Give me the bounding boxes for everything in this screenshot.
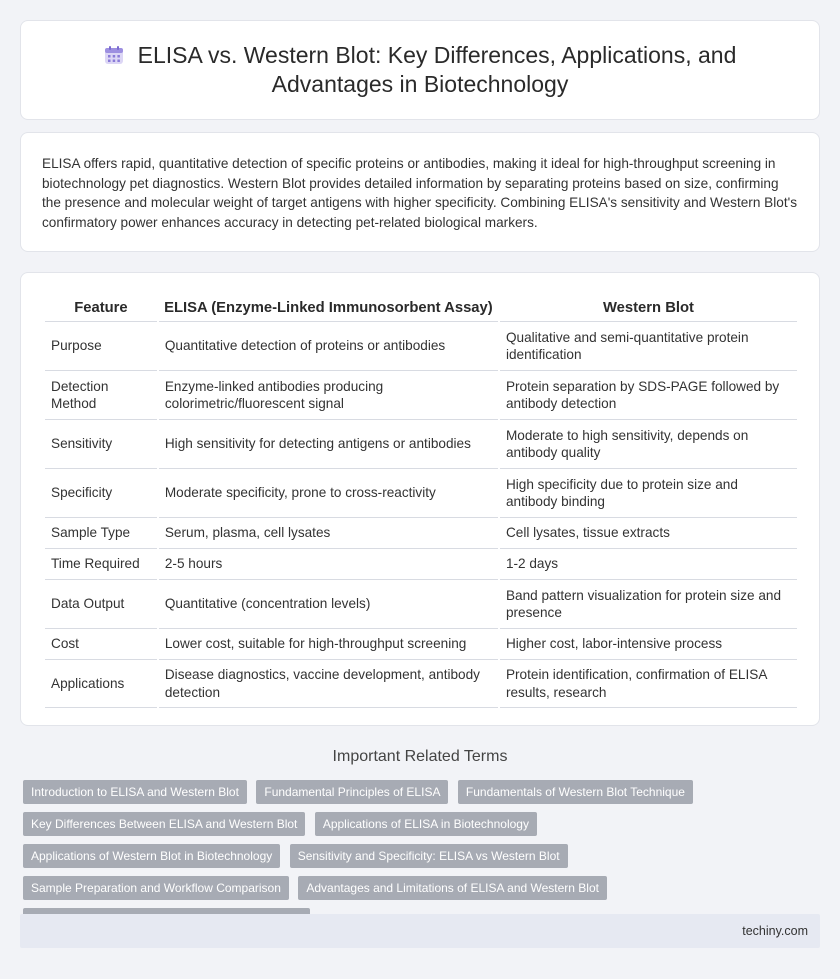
page-title-text: ELISA vs. Western Blot: Key Differences, Applications, and Advantages in Biotechnology (137, 42, 737, 97)
related-term-tag[interactable]: Sample Preparation and Workflow Comparison (23, 876, 289, 900)
title-card (20, 20, 820, 120)
table-cell: Moderate to high sensitivity, depends on antibody quality (500, 419, 797, 468)
table-cell: Quantitative detection of proteins or antibodies (159, 321, 498, 370)
table-cell: Enzyme-linked antibodies producing colorimetric/fluorescent signal (159, 370, 498, 419)
related-term-tag[interactable]: Fundamental Principles of ELISA (256, 780, 448, 804)
table-row (45, 321, 797, 370)
page-title (70, 41, 770, 99)
table-cell: Protein identification, confirmation of ELISA results, research (500, 659, 797, 708)
table-cell: Purpose (45, 321, 157, 370)
table-cell: Sensitivity (45, 419, 157, 468)
table-row (45, 628, 797, 659)
table-cell: 2-5 hours (159, 548, 498, 579)
table-cell: Sample Type (45, 517, 157, 548)
table-row (45, 548, 797, 579)
table-row (45, 468, 797, 517)
table-cell: Band pattern visualization for protein size and presence (500, 579, 797, 628)
table-cell: Cost (45, 628, 157, 659)
column-header: ELISA (Enzyme-Linked Immunosorbent Assay) (164, 300, 493, 316)
table-cell: High specificity due to protein size and antibody binding (500, 468, 797, 517)
table-row (45, 419, 797, 468)
related-terms-heading: Important Related Terms (332, 748, 508, 765)
table-cell: Time Required (45, 548, 157, 579)
table-row (45, 659, 797, 708)
related-term-tag[interactable]: Introduction to ELISA and Western Blot (23, 780, 247, 804)
table-row (45, 370, 797, 419)
table-cell: Specificity (45, 468, 157, 517)
table-cell: 1-2 days (500, 548, 797, 579)
table-cell: Disease diagnostics, vaccine development, antibody detection (159, 659, 498, 708)
table-header-row (45, 295, 797, 321)
footer (20, 914, 820, 948)
table-cell: Serum, plasma, cell lysates (159, 517, 498, 548)
table-cell: Moderate specificity, prone to cross-reactivity (159, 468, 498, 517)
footer-site-link[interactable]: techiny.com (742, 924, 808, 938)
table-cell: Cell lysates, tissue extracts (500, 517, 797, 548)
related-term-tag[interactable]: Sensitivity and Specificity: ELISA vs Western Blot (290, 844, 568, 868)
table-cell: Applications (45, 659, 157, 708)
related-term-tag[interactable]: Fundamentals of Western Blot Technique (458, 780, 693, 804)
comparison-table (43, 295, 799, 708)
table-cell: High sensitivity for detecting antigens or antibodies (159, 419, 498, 468)
table-cell: Higher cost, labor-intensive process (500, 628, 797, 659)
summary-card (20, 132, 820, 252)
related-term-tag[interactable]: Applications of Western Blot in Biotechnology (23, 844, 280, 868)
table-cell: Data Output (45, 579, 157, 628)
related-term-tag[interactable]: Advantages and Limitations of ELISA and Western Blot (298, 876, 607, 900)
comparison-table-card (20, 272, 820, 726)
summary-text: ELISA offers rapid, quantitative detection of specific proteins or antibodies, making it ideal for high-throughput screening in biotechnology pet diagnostics. Western Blot provides detailed information by separating proteins based on size, confirming the presence and molecular weight of target antigens with higher specificity. Combining ELISA's sensitivity and Western Blot's confirmatory power enhances accuracy in detecting pet-related biological markers. (42, 156, 797, 230)
related-term-tag[interactable]: Applications of ELISA in Biotechnology (315, 812, 537, 836)
table-row (45, 579, 797, 628)
column-header: Feature (74, 300, 128, 316)
table-cell: Detection Method (45, 370, 157, 419)
related-term-tag[interactable]: Key Differences Between ELISA and Western Blot (23, 812, 305, 836)
calendar-grid-icon (104, 45, 124, 65)
table-cell: Protein separation by SDS-PAGE followed by antibody detection (500, 370, 797, 419)
table-cell: Quantitative (concentration levels) (159, 579, 498, 628)
table-cell: Lower cost, suitable for high-throughput screening (159, 628, 498, 659)
table-cell: Qualitative and semi-quantitative protein identification (500, 321, 797, 370)
table-row (45, 517, 797, 548)
column-header: Western Blot (602, 300, 694, 316)
